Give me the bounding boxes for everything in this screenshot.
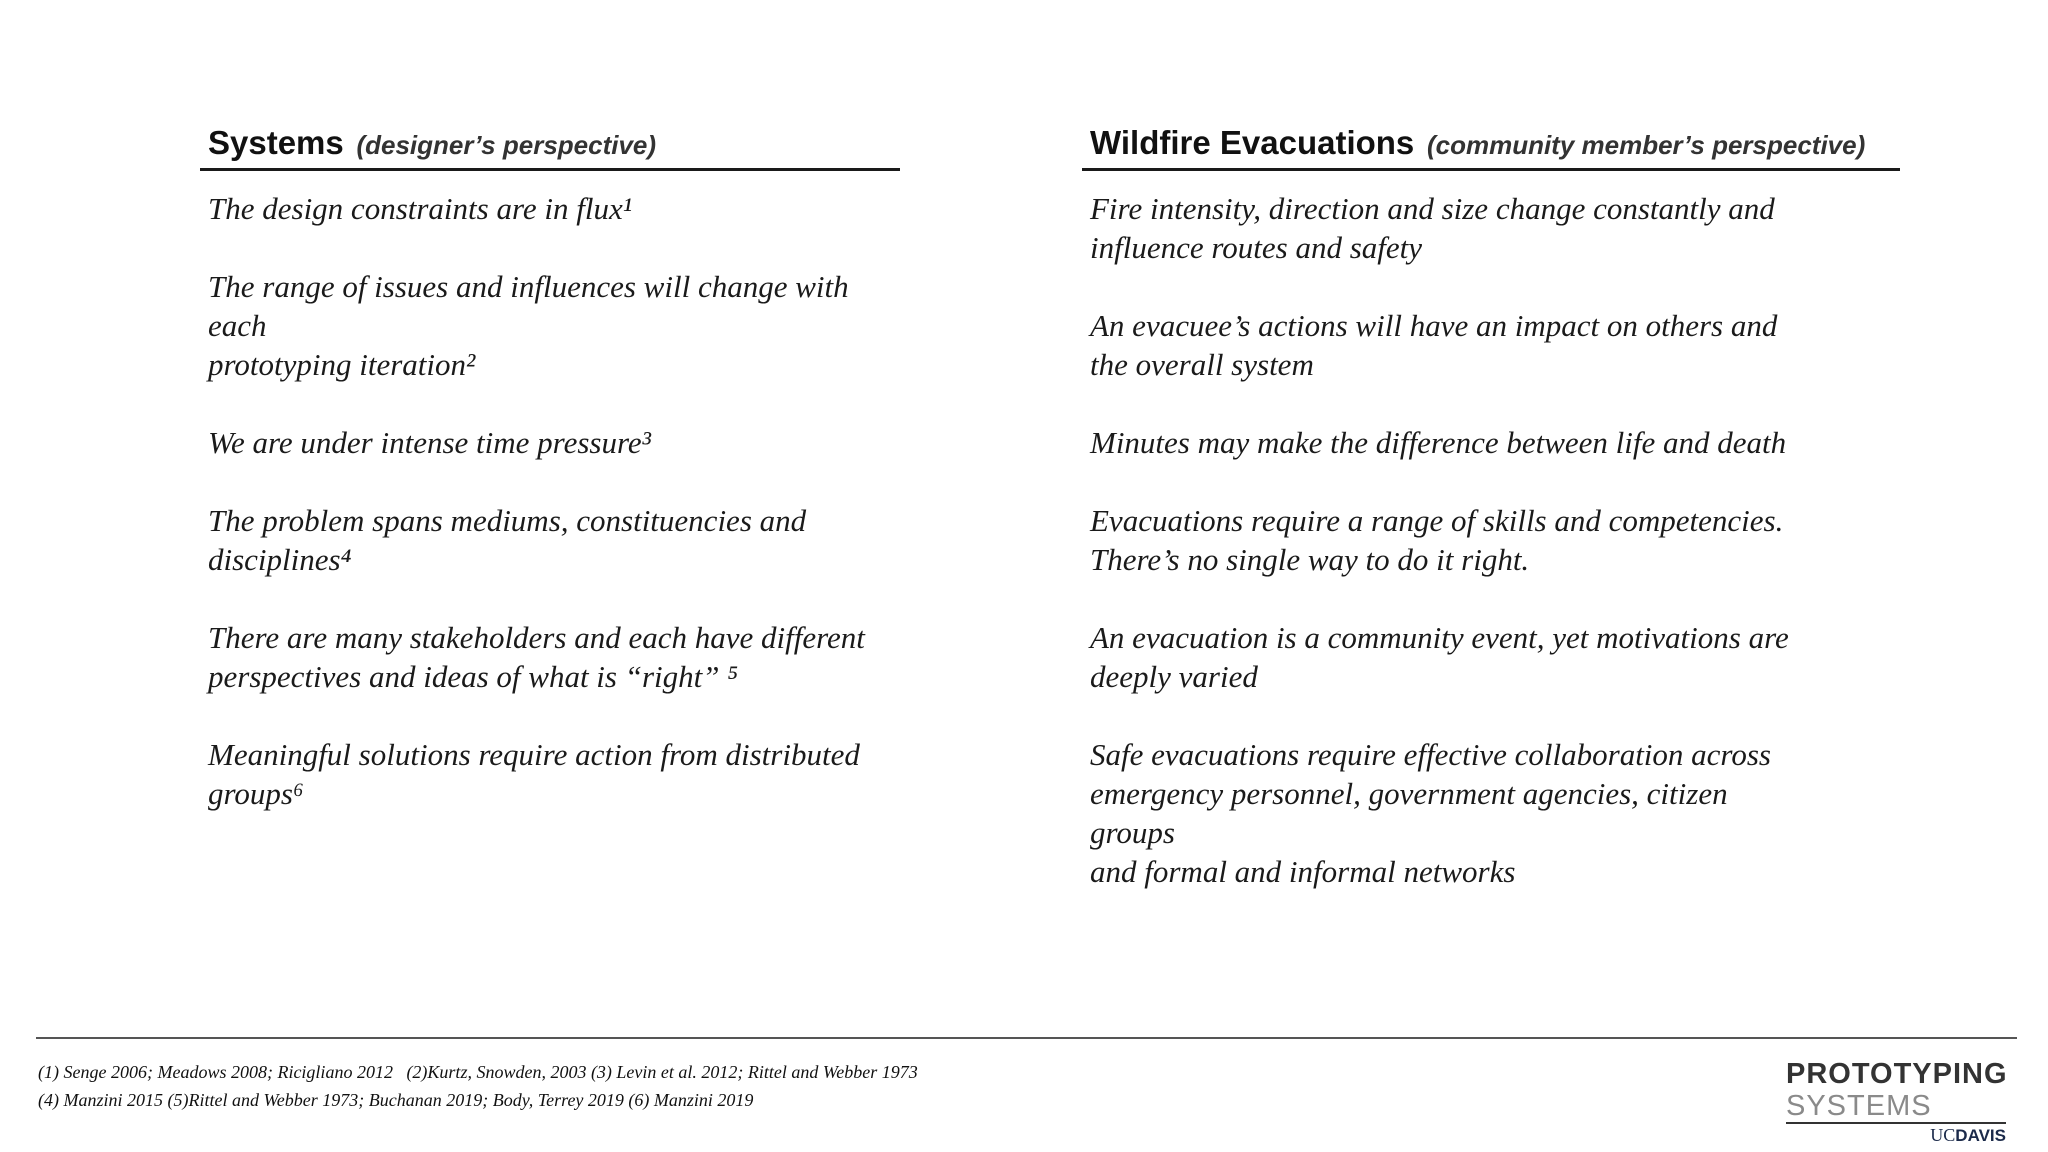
- wildfire-title: Wildfire Evacuations: [1090, 124, 1415, 161]
- systems-heading-rule: [200, 168, 900, 171]
- wildfire-column: [1082, 118, 1902, 891]
- wildfire-item: Safe evacuations require effective collaboration across emergency personnel, government agencies, citizen groups and formal and informal networks: [1090, 737, 1771, 889]
- ucdavis-uc: UC: [1930, 1125, 1956, 1145]
- systems-item: We are under intense time pressure³: [208, 425, 651, 460]
- wildfire-item: Minutes may make the difference between life and death: [1090, 425, 1787, 460]
- prototyping-systems-logo: [1786, 1058, 2016, 1146]
- wildfire-subtitle: (community member’s perspective): [1426, 130, 1866, 160]
- footer-divider: [36, 1037, 2017, 1039]
- systems-item: There are many stakeholders and each have different perspectives and ideas of what is “right” ⁵: [208, 620, 865, 694]
- wildfire-item: Fire intensity, direction and size change constantly and influence routes and safety: [1090, 191, 1775, 265]
- logo-systems-text: SYSTEMS: [1786, 1090, 1932, 1122]
- footnotes: [38, 1058, 1138, 1114]
- ucdavis-logo: [1930, 1124, 2006, 1147]
- wildfire-item: An evacuee’s actions will have an impact on others and the overall system: [1090, 308, 1778, 382]
- wildfire-list: [1082, 189, 1902, 891]
- systems-list: [200, 189, 920, 813]
- systems-item: Meaningful solutions require action from distributed groups⁶: [208, 737, 860, 811]
- wildfire-item: An evacuation is a community event, yet motivations are deeply varied: [1090, 620, 1789, 694]
- wildfire-item: Evacuations require a range of skills and competencies. There’s no single way to do it right.: [1090, 503, 1784, 577]
- systems-subtitle: (designer’s perspective): [356, 130, 657, 160]
- footnote-line: (4) Manzini 2015 (5)Rittel and Webber 1973; Buchanan 2019; Body, Terrey 2019 (6) Manzini 2019: [38, 1090, 754, 1110]
- wildfire-heading-rule: [1082, 168, 1900, 171]
- logo-prototyping-text: PROTOTYPING: [1786, 1058, 2008, 1090]
- systems-title: Systems: [208, 124, 344, 161]
- wildfire-heading: [1082, 118, 1902, 168]
- ucdavis-davis: DAVIS: [1955, 1126, 2006, 1145]
- footnote-line: (1) Senge 2006; Meadows 2008; Ricigliano 2012 (2)Kurtz, Snowden, 2003 (3) Levin et al. 2012; Rittel and Webber 1973: [38, 1062, 918, 1082]
- systems-item: The design constraints are in flux¹: [208, 191, 633, 226]
- systems-item: The problem spans mediums, constituencies and disciplines⁴: [208, 503, 807, 577]
- systems-column: [200, 118, 920, 813]
- systems-item: The range of issues and influences will change with each prototyping iteration²: [208, 269, 849, 382]
- systems-heading: [200, 118, 920, 168]
